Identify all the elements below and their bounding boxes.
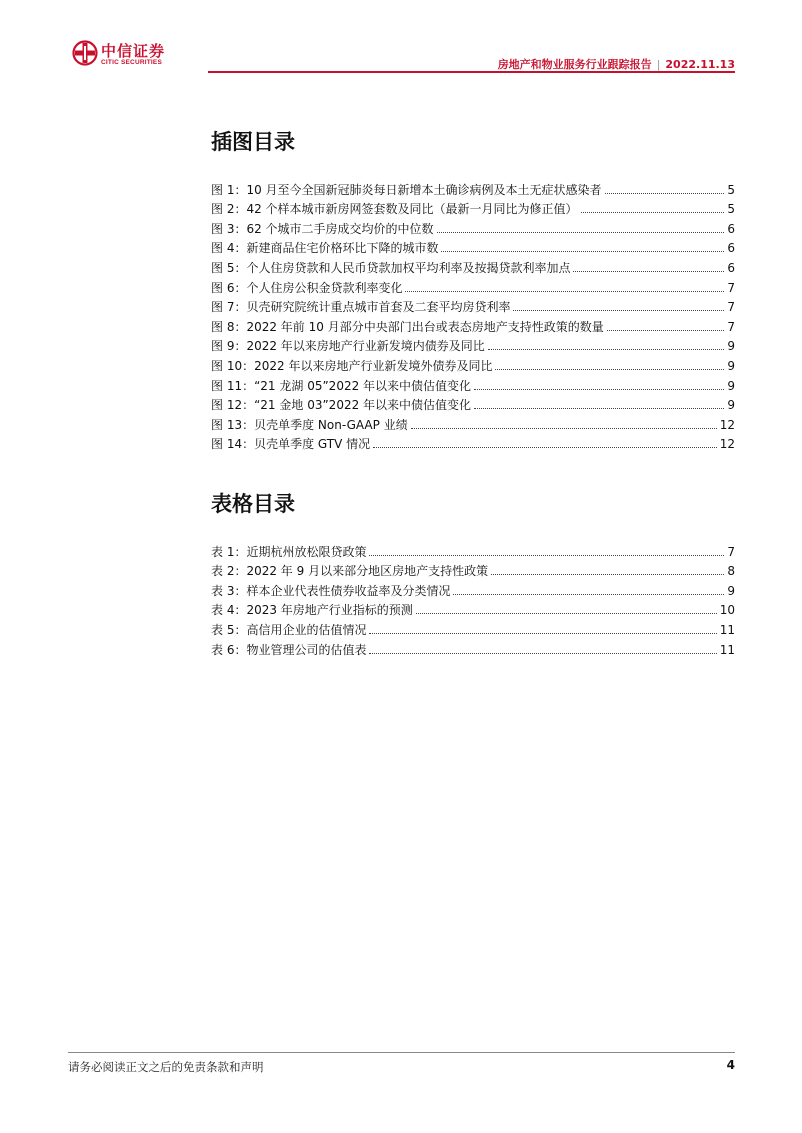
toc-entry-label[interactable]: 图 5：个人住房贷款和人民币贷款加权平均利率及按揭贷款利率加点 [211, 260, 571, 275]
toc-entry[interactable] [211, 559, 735, 579]
toc-entry-page[interactable]: 7 [727, 300, 735, 315]
toc-entry[interactable] [211, 216, 735, 236]
toc-dot-leader [513, 310, 724, 311]
report-title: 房地产和物业服务行业跟踪报告 [497, 58, 652, 71]
toc-entry-label[interactable]: 图 7：贝壳研究院统计重点城市首套及二套平均房贷利率 [211, 300, 511, 315]
toc-entry-label[interactable]: 图 10：2022 年以来房地产行业新发境外债券及同比 [211, 358, 493, 373]
toc-entry[interactable] [211, 275, 735, 295]
toc-entry[interactable] [211, 578, 735, 598]
toc-entry-label[interactable]: 表 1：近期杭州放松限贷政策 [211, 544, 367, 559]
toc-entry-label[interactable]: 图 1：10 月至今全国新冠肺炎每日新增本土确诊病例及本土无症状感染者 [211, 182, 602, 197]
footer-disclaimer: 请务必阅读正文之后的免责条款和声明 [68, 1060, 264, 1074]
toc-entry[interactable] [211, 255, 735, 275]
toc-entry-label[interactable]: 表 2：2022 年 9 月以来部分地区房地产支持性政策 [211, 564, 489, 579]
toc-dot-leader [581, 212, 725, 213]
toc-dot-leader [405, 291, 724, 292]
toc-entry-page[interactable]: 6 [727, 221, 735, 236]
toc-entry-page[interactable]: 6 [727, 260, 735, 275]
figures-toc-title: 插图目录 [211, 130, 295, 154]
toc-dot-leader [453, 594, 724, 595]
tables-toc-title: 表格目录 [211, 492, 295, 516]
toc-entry[interactable] [211, 353, 735, 373]
toc-entry[interactable] [211, 236, 735, 256]
toc-entry[interactable] [211, 432, 735, 452]
page-header [68, 36, 735, 70]
toc-dot-leader [416, 613, 717, 614]
toc-entry-label[interactable]: 图 14：贝壳单季度 GTV 情况 [211, 437, 371, 452]
toc-entry-label[interactable]: 图 6：个人住房公积金贷款利率变化 [211, 280, 403, 295]
toc-entry-page[interactable]: 9 [727, 358, 735, 373]
toc-dot-leader [373, 447, 717, 448]
citic-logo [68, 36, 188, 70]
toc-dot-leader [488, 349, 725, 350]
toc-entry-page[interactable]: 11 [719, 622, 735, 637]
toc-dot-leader [411, 428, 717, 429]
toc-entry-page[interactable]: 5 [727, 202, 735, 217]
logo-text-en: CITIC SECURITIES [101, 59, 162, 66]
footer-divider [68, 1052, 735, 1053]
citic-logo-icon [72, 40, 98, 66]
toc-entry-label[interactable]: 图 13：贝壳单季度 Non-GAAP 业绩 [211, 417, 408, 432]
toc-entry[interactable] [211, 393, 735, 413]
toc-entry-label[interactable]: 图 2：42 个样本城市新房网签套数及同比（最新一月同比为修正值） [211, 202, 578, 217]
header-separator: | [656, 58, 661, 71]
toc-entry-page[interactable]: 7 [727, 280, 735, 295]
toc-dot-leader [369, 653, 716, 654]
toc-entry-page[interactable]: 9 [727, 583, 735, 598]
toc-entry-label[interactable]: 图 4：新建商品住宅价格环比下降的城市数 [211, 241, 439, 256]
toc-entry-page[interactable]: 5 [727, 182, 735, 197]
toc-entry-page[interactable]: 9 [727, 339, 735, 354]
toc-entry-label[interactable]: 图 11：“21 龙湖 05”2022 年以来中债估值变化 [211, 378, 472, 393]
toc-entry[interactable] [211, 598, 735, 618]
toc-entry-page[interactable]: 9 [727, 378, 735, 393]
toc-entry-page[interactable]: 7 [727, 319, 735, 334]
toc-dot-leader [491, 574, 724, 575]
toc-dot-leader [441, 251, 724, 252]
toc-entry-page[interactable]: 11 [719, 642, 735, 657]
toc-dot-leader [605, 193, 725, 194]
toc-dot-leader [474, 389, 724, 390]
header-report-info [498, 56, 735, 72]
toc-dot-leader [369, 633, 716, 634]
toc-entry-label[interactable]: 表 6：物业管理公司的估值表 [211, 642, 367, 657]
toc-entry-label[interactable]: 表 3：样本企业代表性债券收益率及分类情况 [211, 583, 451, 598]
toc-entry-page[interactable]: 12 [719, 417, 735, 432]
toc-entry[interactable] [211, 412, 735, 432]
toc-entry-page[interactable]: 12 [719, 437, 735, 452]
tables-toc [211, 539, 735, 657]
toc-dot-leader [573, 271, 724, 272]
toc-entry-page[interactable]: 8 [727, 564, 735, 579]
page-number: 4 [726, 1058, 735, 1072]
logo-text-cn: 中信证券 [101, 42, 166, 60]
toc-entry-label[interactable]: 图 9：2022 年以来房地产行业新发境内债券及同比 [211, 339, 485, 354]
toc-entry-page[interactable]: 7 [727, 544, 735, 559]
toc-entry-page[interactable]: 6 [727, 241, 735, 256]
toc-entry[interactable] [211, 334, 735, 354]
figures-toc [211, 177, 735, 451]
toc-dot-leader [495, 369, 724, 370]
toc-dot-leader [437, 232, 725, 233]
toc-entry[interactable] [211, 637, 735, 657]
header-divider [208, 71, 735, 73]
toc-dot-leader [474, 408, 724, 409]
toc-entry[interactable] [211, 539, 735, 559]
toc-entry-page[interactable]: 9 [727, 398, 735, 413]
toc-entry[interactable] [211, 314, 735, 334]
toc-entry[interactable] [211, 177, 735, 197]
toc-entry-label[interactable]: 表 4：2023 年房地产行业指标的预测 [211, 603, 413, 618]
toc-dot-leader [369, 555, 724, 556]
toc-entry-label[interactable]: 图 8：2022 年前 10 月部分中央部门出台或表态房地产支持性政策的数量 [211, 319, 604, 334]
toc-entry-label[interactable]: 图 12：“21 金地 03”2022 年以来中债估值变化 [211, 398, 472, 413]
toc-entry[interactable] [211, 617, 735, 637]
toc-entry-label[interactable]: 图 3：62 个城市二手房成交均价的中位数 [211, 221, 434, 236]
toc-entry[interactable] [211, 295, 735, 315]
toc-dot-leader [607, 330, 725, 331]
report-date: 2022.11.13 [665, 58, 735, 71]
toc-entry-page[interactable]: 10 [719, 603, 735, 618]
toc-entry-label[interactable]: 表 5：高信用企业的估值情况 [211, 622, 367, 637]
toc-entry[interactable] [211, 197, 735, 217]
toc-entry[interactable] [211, 373, 735, 393]
